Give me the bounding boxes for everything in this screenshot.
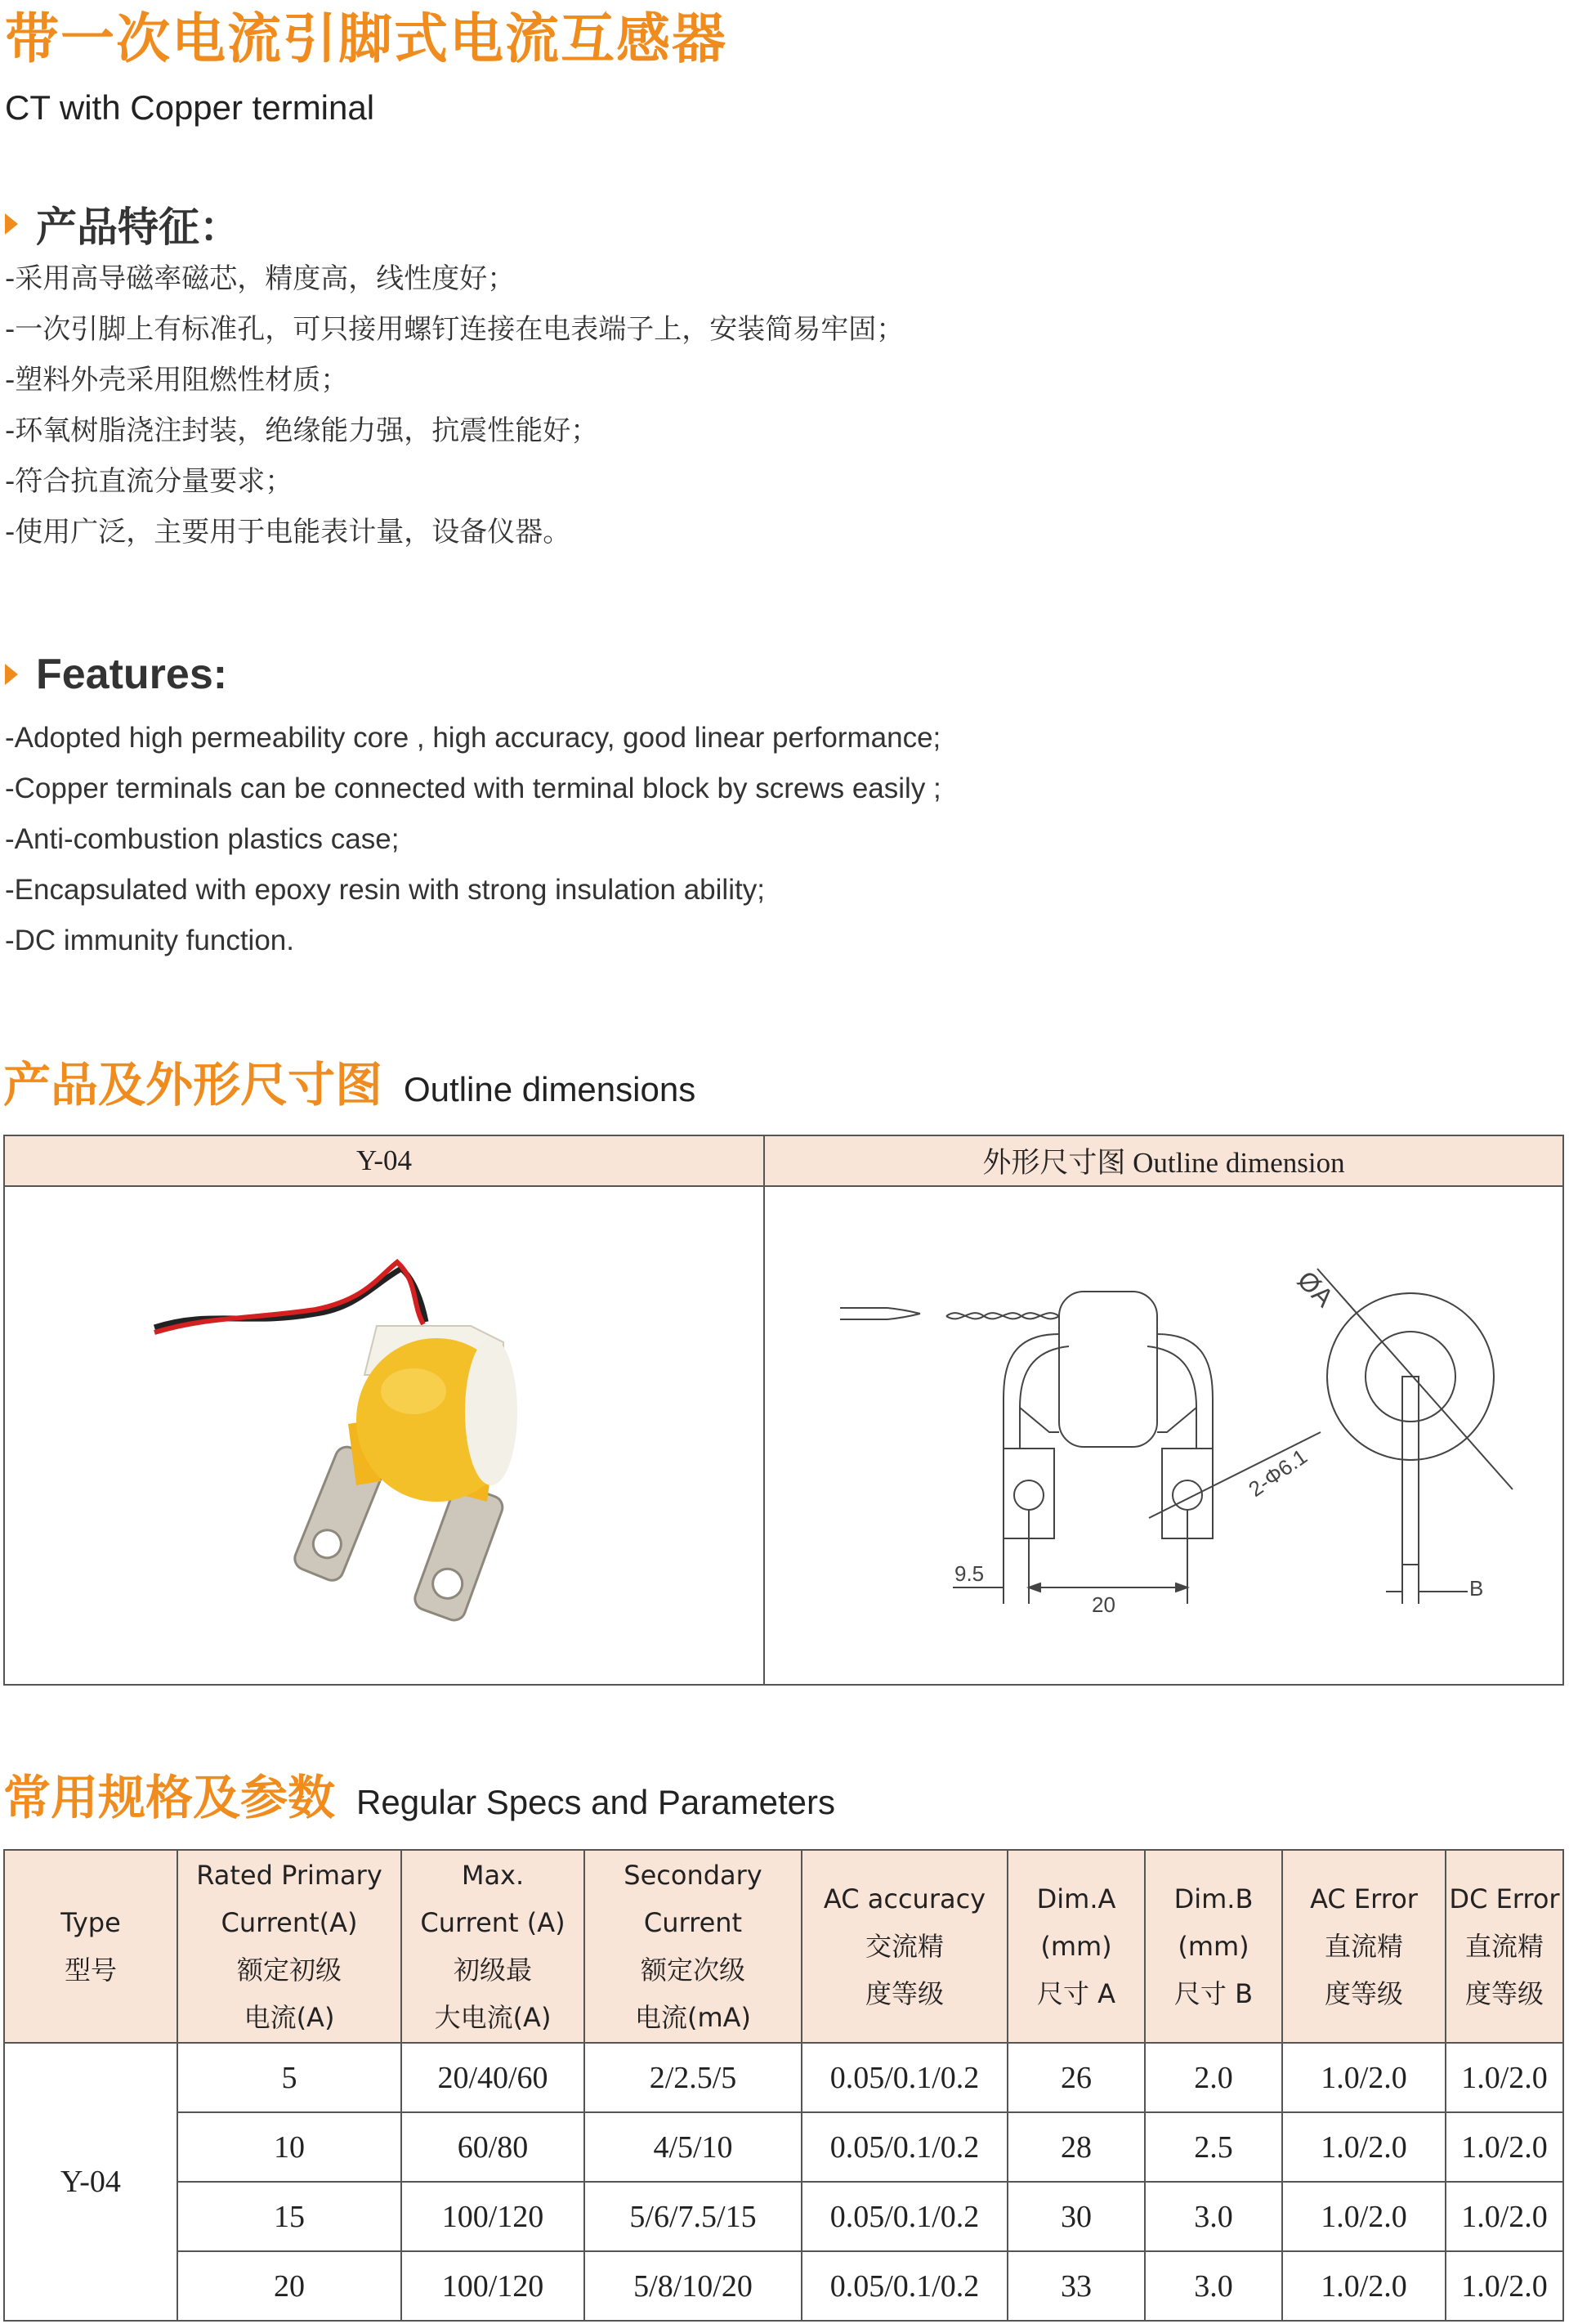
table-cell: 20 xyxy=(177,2251,401,2321)
col-ac-accuracy xyxy=(802,1850,1008,2043)
features-cn-item: -塑料外壳采用阻燃性材质； xyxy=(5,364,349,396)
table-cell: 30 xyxy=(1008,2182,1145,2251)
col-dim-a-l3: 尺寸 A xyxy=(1036,1978,1116,2009)
specs-table xyxy=(3,1849,1564,2322)
bullet-triangle-icon xyxy=(5,664,18,685)
specs-header-row xyxy=(4,1850,1563,2043)
col-rated-primary xyxy=(177,1850,401,2043)
col-dc-error xyxy=(1446,1850,1563,2043)
table-cell: 5/6/7.5/15 xyxy=(584,2182,802,2251)
outline-table xyxy=(3,1135,1564,1686)
page-title-cn: 带一次电流引脚式电流互感器 xyxy=(5,7,727,70)
table-cell: 28 xyxy=(1008,2112,1145,2182)
table-cell: 1.0/2.0 xyxy=(1282,2182,1446,2251)
dim-9-5-label: 9.5 xyxy=(954,1561,985,1586)
features-cn-item: -使用广泛，主要用于电能表计量，设备仪器。 xyxy=(5,516,571,549)
col-rated-primary-l3: 额定初级 xyxy=(236,1955,342,1986)
col-dc-error-l1: DC Error xyxy=(1449,1883,1560,1914)
table-cell: 5 xyxy=(177,2043,401,2112)
col-type-en: Type xyxy=(60,1907,121,1938)
table-cell: 1.0/2.0 xyxy=(1282,2043,1446,2112)
table-cell: 20/40/60 xyxy=(401,2043,584,2112)
features-cn-list xyxy=(5,253,904,557)
col-dim-b-l3: 尺寸 B xyxy=(1173,1978,1254,2009)
outline-heading xyxy=(3,1046,695,1115)
table-cell: 1.0/2.0 xyxy=(1446,2182,1563,2251)
col-dc-error-l3: 度等级 xyxy=(1464,1978,1544,2009)
specs-heading-en: Regular Specs and Parameters xyxy=(356,1783,835,1821)
col-max-current-l1: Max. xyxy=(461,1860,525,1891)
table-cell: 1.0/2.0 xyxy=(1446,2043,1563,2112)
table-cell: 4/5/10 xyxy=(584,2112,802,2182)
table-cell: 1.0/2.0 xyxy=(1446,2112,1563,2182)
table-cell: 15 xyxy=(177,2182,401,2251)
table-cell: 5/8/10/20 xyxy=(584,2251,802,2321)
features-en-item: -Copper terminals can be connected with terminal block by screws easily ; xyxy=(5,772,941,804)
outline-heading-en: Outline dimensions xyxy=(404,1070,696,1108)
features-cn-heading-text: 产品特征： xyxy=(36,204,240,251)
col-dim-b xyxy=(1145,1850,1282,2043)
hole-label: 2-Φ6.1 xyxy=(1244,1444,1312,1502)
col-max-current xyxy=(401,1850,584,2043)
type-cell: Y-04 xyxy=(4,2043,177,2321)
table-cell: 0.05/0.1/0.2 xyxy=(802,2043,1008,2112)
table-row xyxy=(4,2182,1563,2251)
table-cell: 1.0/2.0 xyxy=(1282,2112,1446,2182)
col-ac-error-l3: 度等级 xyxy=(1324,1978,1403,2009)
specs-heading-cn: 常用规格及参数 xyxy=(3,1770,336,1825)
table-row xyxy=(4,2112,1563,2182)
table-cell: 100/120 xyxy=(401,2182,584,2251)
specs-heading xyxy=(3,1759,835,1828)
col-dc-error-l2: 直流精 xyxy=(1464,1931,1544,1962)
col-rated-primary-l4: 电流(A) xyxy=(244,2002,335,2033)
bullet-triangle-icon xyxy=(5,213,18,235)
features-en-heading xyxy=(5,650,227,699)
features-cn-item: -环氧树脂浇注封装，绝缘能力强，抗震性能好； xyxy=(5,414,599,447)
outline-heading-cn: 产品及外形尺寸图 xyxy=(3,1057,383,1113)
col-ac-error-l2: 直流精 xyxy=(1324,1931,1403,1962)
col-secondary-l4: 电流(mA) xyxy=(634,2002,752,2033)
col-rated-primary-l2: Current(A) xyxy=(221,1907,358,1938)
page-title-en: CT with Copper terminal xyxy=(5,88,375,127)
table-cell: 3.0 xyxy=(1145,2251,1282,2321)
dimension-drawing-cell xyxy=(764,1186,1563,1685)
col-dim-a-l1: Dim.A xyxy=(1036,1883,1116,1914)
col-ac-accuracy-l3: 度等级 xyxy=(865,1978,944,2009)
col-dim-b-l1: Dim.B xyxy=(1173,1883,1254,1914)
features-cn-heading xyxy=(5,195,240,253)
table-cell: 26 xyxy=(1008,2043,1145,2112)
table-row xyxy=(4,2043,1563,2112)
features-en-heading-text: Features: xyxy=(36,651,228,698)
outline-col-product: Y-04 xyxy=(4,1135,764,1186)
col-type-cn: 型号 xyxy=(64,1955,117,1986)
dim-b-label: B xyxy=(1469,1576,1484,1601)
col-max-current-l3: 初级最 xyxy=(453,1955,532,1986)
dimension-drawing xyxy=(765,1187,1562,1681)
features-cn-item: -一次引脚上有标准孔，可只接用螺钉连接在电表端子上，安装简易牢固； xyxy=(5,313,905,346)
features-en-item: -Anti-combustion plastics case; xyxy=(5,823,400,855)
table-cell: 60/80 xyxy=(401,2112,584,2182)
col-ac-accuracy-l1: AC accuracy xyxy=(823,1883,986,1914)
table-cell: 0.05/0.1/0.2 xyxy=(802,2251,1008,2321)
features-en-item: -DC immunity function. xyxy=(5,925,294,956)
table-cell: 1.0/2.0 xyxy=(1282,2251,1446,2321)
features-cn-item: -采用高导磁率磁芯，精度高，线性度好； xyxy=(5,262,516,295)
table-cell: 0.05/0.1/0.2 xyxy=(802,2112,1008,2182)
col-rated-primary-l1: Rated Primary xyxy=(196,1860,382,1891)
table-cell: 33 xyxy=(1008,2251,1145,2321)
table-row xyxy=(4,2251,1563,2321)
col-max-current-l4: 大电流(A) xyxy=(434,2002,552,2033)
col-ac-accuracy-l2: 交流精 xyxy=(865,1931,944,1962)
col-secondary-current xyxy=(584,1850,802,2043)
table-cell: 3.0 xyxy=(1145,2182,1282,2251)
col-ac-error-l1: AC Error xyxy=(1310,1883,1418,1914)
col-max-current-l2: Current (A) xyxy=(420,1907,565,1938)
col-secondary-l2: Current xyxy=(643,1907,743,1938)
table-cell: 2.5 xyxy=(1145,2112,1282,2182)
col-ac-error xyxy=(1282,1850,1446,2043)
features-en-item: -Adopted high permeability core , high accuracy, good linear performance; xyxy=(5,722,941,754)
col-dim-a xyxy=(1008,1850,1145,2043)
col-dim-a-l2: (mm) xyxy=(1040,1931,1112,1962)
table-cell: 1.0/2.0 xyxy=(1446,2251,1563,2321)
features-en-list xyxy=(5,713,941,966)
table-cell: 100/120 xyxy=(401,2251,584,2321)
features-en-item: -Encapsulated with epoxy resin with strong insulation ability; xyxy=(5,874,765,906)
features-cn-item: -符合抗直流分量要求； xyxy=(5,465,293,498)
col-dim-b-l2: (mm) xyxy=(1178,1931,1249,1962)
product-photo-cell xyxy=(4,1186,764,1685)
table-cell: 2.0 xyxy=(1145,2043,1282,2112)
table-cell: 2/2.5/5 xyxy=(584,2043,802,2112)
product-photo xyxy=(5,1187,762,1681)
outline-col-dimension: 外形尺寸图 Outline dimension xyxy=(764,1135,1563,1186)
dim-20-label: 20 xyxy=(1092,1592,1115,1617)
table-cell: 0.05/0.1/0.2 xyxy=(802,2182,1008,2251)
diameter-a-label: ØA xyxy=(1291,1265,1339,1313)
col-secondary-l3: 额定次级 xyxy=(640,1955,745,1986)
col-type xyxy=(4,1850,177,2043)
col-secondary-l1: Secondary xyxy=(624,1860,762,1891)
table-cell: 10 xyxy=(177,2112,401,2182)
